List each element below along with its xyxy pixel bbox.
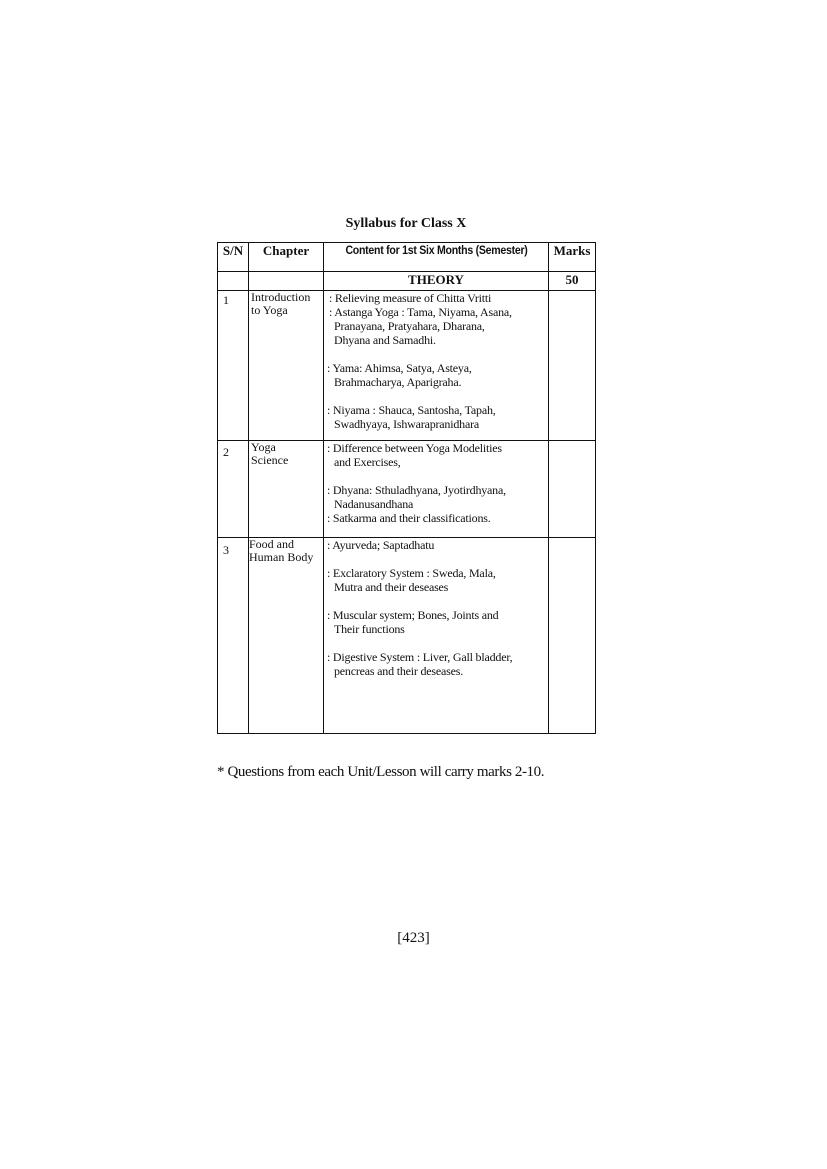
row-content: : Difference between Yoga Modelities and Exercises, : Dhyana: Sthuladhyana, Jyotirdhyana, Nadanusandhana : Satkarma and their classifications.: [324, 441, 549, 538]
row-sn: 1: [218, 291, 249, 441]
page-number: [423]: [397, 930, 430, 946]
theory-marks: 50: [549, 272, 596, 291]
row-marks: [549, 441, 596, 538]
row-sn: 3: [218, 538, 249, 734]
row-chapter: Introduction to Yoga: [249, 291, 324, 441]
row-chapter: Yoga Science: [249, 441, 324, 538]
row-marks: [549, 291, 596, 441]
syllabus-table: [217, 242, 596, 734]
row-content: : Ayurveda; Saptadhatu : Exclaratory System : Sweda, Mala, Mutra and their deseases : Muscular system; Bones, Joints and Their functions : Digestive System : Liver, Gall bladder, pencreas and their deseases.: [324, 538, 549, 734]
table-row: [218, 441, 596, 538]
theory-row: [218, 272, 596, 291]
header-chapter: Chapter: [249, 243, 324, 272]
row-content: : Relieving measure of Chitta Vritti : Astanga Yoga : Tama, Niyama, Asana, Pranayana, Pratyahara, Dharana, Dhyana and Samadhi. : Yama: Ahimsa, Satya, Asteya, Brahmacharya, Aparigraha. : Niyama : Shauca, Santosha, Tapah, Swadhyaya, Ishwarapranidhara: [324, 291, 549, 441]
footnote: * Questions from each Unit/Lesson will carry marks 2-10.: [217, 764, 545, 780]
table-row: [218, 291, 596, 441]
header-marks: Marks: [549, 243, 596, 272]
header-sn: S/N: [218, 243, 249, 272]
header-row: [218, 243, 596, 272]
table-row: [218, 538, 596, 734]
row-marks: [549, 538, 596, 734]
header-content: Content for 1st Six Months (Semester): [337, 243, 535, 272]
theory-label: THEORY: [324, 272, 549, 291]
row-chapter: Food and Human Body: [249, 538, 324, 734]
page-title: Syllabus for Class X: [345, 216, 467, 231]
row-sn: 2: [218, 441, 249, 538]
